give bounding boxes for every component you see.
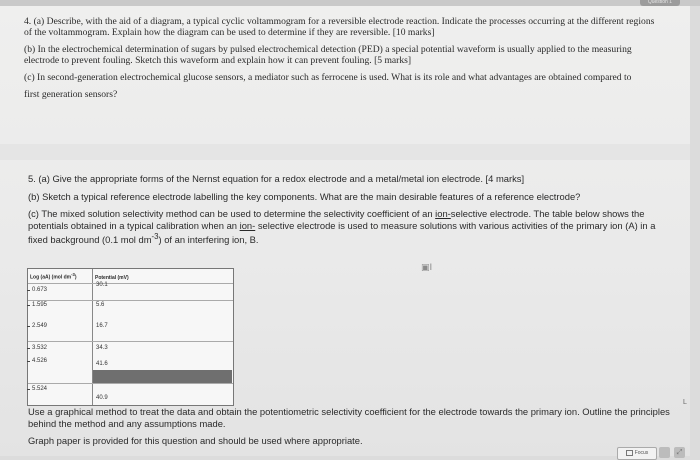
focus-button[interactable] <box>617 447 657 460</box>
graphical-method-instruction: Use a graphical method to treat the data and obtain the potentiometric selectivity coefficient for the electrode towards the primary ion. Outline the principles behind the method and any assumptions made. <box>28 406 670 429</box>
row-line <box>28 300 233 301</box>
table-cell-log: 3.532 <box>32 345 48 351</box>
table-cell-log: 5.524 <box>32 386 48 392</box>
question-4c: (c) In second-generation electrochemical glucose sensors, a mediator such as ferrocene is used. What is its role and what advantages are obtained compared to <box>24 72 632 83</box>
row-line <box>28 383 233 384</box>
row-line <box>28 283 233 284</box>
table-cell-log: 4.526 <box>32 358 48 364</box>
question-tab[interactable]: Question 1 <box>640 0 680 6</box>
focus-label: Focus <box>634 450 649 456</box>
table-cell-log: 1.595 <box>32 302 48 308</box>
question-4c-cont: first generation sensors? <box>24 89 118 100</box>
table-cell-potential: 40.9 <box>96 395 108 401</box>
tick <box>27 290 30 291</box>
ion-link-2: ion- <box>239 219 256 231</box>
table-cell-potential: 41.6 <box>96 361 108 367</box>
calibration-table <box>27 268 234 406</box>
table-cell-potential: 16.7 <box>96 323 108 329</box>
tick <box>27 305 30 306</box>
q5c-text-4: ) of an interfering ion, B. <box>158 234 259 246</box>
section-divider <box>0 144 690 160</box>
graph-paper-note: Graph paper is provided for this question and should be used where appropriate. <box>28 435 363 446</box>
tick <box>27 348 30 349</box>
tick <box>27 361 30 362</box>
q5c-text-1: (c) The mixed solution selectivity method can be used to determine the selectivity coefficient of an <box>28 208 436 219</box>
table-header-potential: Potential (mV) <box>95 275 129 281</box>
side-mark: L <box>683 399 687 406</box>
table-cell-potential: 34.3 <box>96 345 108 351</box>
q5c-text-3: selective electrode is used to measure solutions with various activities of the primary ion (A) in a fixed background (0.1 mol dm <box>28 219 656 246</box>
focus-icon <box>626 450 633 456</box>
shaded-cell <box>93 370 232 383</box>
question-5b: (b) Sketch a typical reference electrode labelling the key components. What are the main desirable features of a reference electrode? <box>28 190 581 202</box>
text-cursor-icon: ▣I <box>421 263 433 273</box>
table-cell-log: 2.549 <box>32 323 48 329</box>
tick <box>27 389 30 390</box>
table-cell-potential: 30.1 <box>96 282 108 288</box>
q5c-superscript: -3 <box>151 232 159 241</box>
table-cell-potential: 5.6 <box>96 302 105 308</box>
question-4a: 4. (a) Describe, with the aid of a diagram, a typical cyclic voltammogram for a reversible electrode reaction. Indicate the processes occurring at the different regions of the voltammogram. Explain how the diagram can be used to determine if they are reversible. [10 marks] <box>24 16 655 38</box>
question-5 <box>28 173 673 248</box>
ion-link-1: ion- <box>435 208 451 219</box>
table-header-log: Log (aA) (mol $dm^{-3}$) <box>30 272 77 281</box>
question-4 <box>24 16 664 100</box>
grid-view-icon[interactable] <box>659 447 670 458</box>
question-5a: 5. (a) Give the appropriate forms of the Nernst equation for a redox electrode and a metal/metal ion electrode. [4 marks] <box>28 173 525 184</box>
question-4b: (b) In the electrochemical determination of sugars by pulsed electrochemical detection (PED) a special potential waveform is usually applied to the measuring electrode to prevent fouling. Sketch this waveform and explain how it can prevent fouling. [5 marks] <box>24 44 632 66</box>
question-5-instructions <box>28 406 678 453</box>
row-line <box>28 341 233 342</box>
question-5c <box>28 208 673 246</box>
question-page <box>0 6 690 456</box>
tick <box>27 326 30 327</box>
column-divider <box>92 269 93 405</box>
table-cell-log: 0.673 <box>32 287 48 293</box>
expand-icon[interactable]: ⤢ <box>674 447 685 458</box>
q5c-text-2: selective electrode. The table below shows the potentials obtained in a typical calibration when an <box>28 208 645 231</box>
